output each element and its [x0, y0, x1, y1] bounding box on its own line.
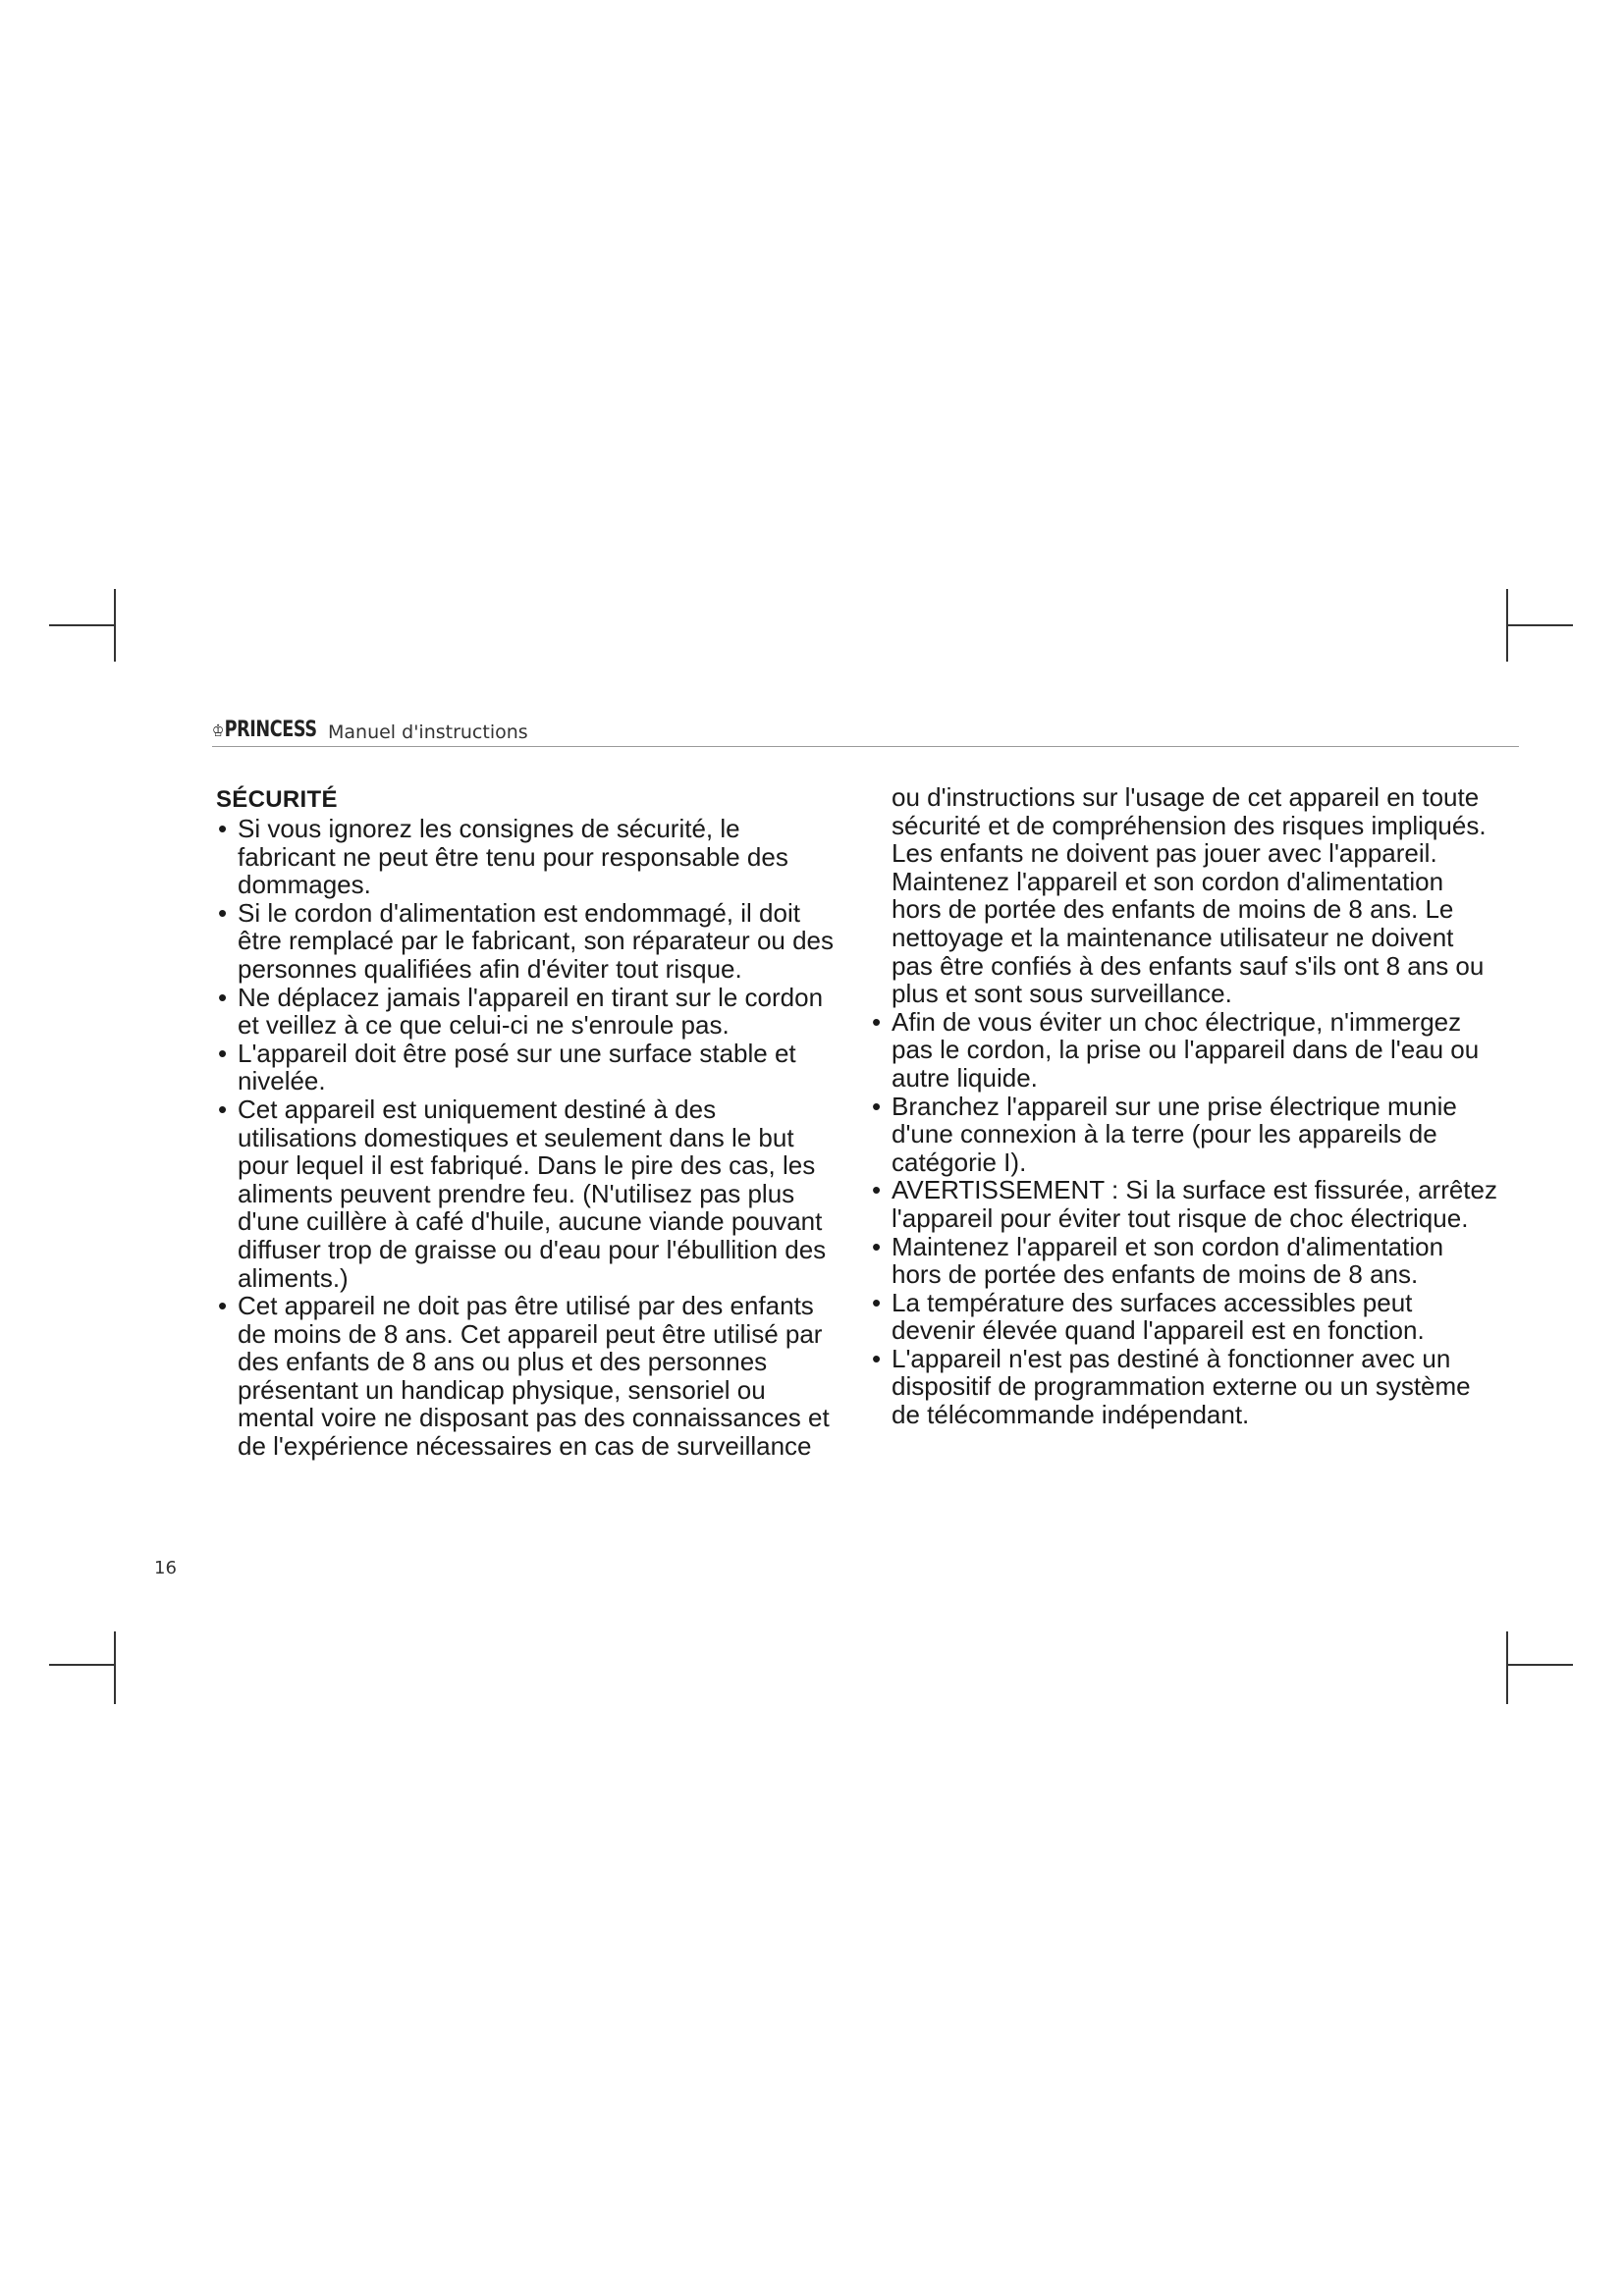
bullet-icon: • [872, 1091, 882, 1121]
crown-icon: ♔ [212, 721, 224, 741]
crop-mark [1506, 1664, 1573, 1666]
header-rule [212, 746, 1519, 747]
crop-mark [49, 624, 116, 626]
left-column [216, 783, 835, 1461]
list-item [216, 1292, 835, 1461]
list-item [870, 1176, 1498, 1232]
bullet-icon: • [872, 1231, 882, 1261]
list-item [870, 1289, 1498, 1345]
list-item [216, 1040, 835, 1095]
list-item-text: Ne déplacez jamais l'appareil en tirant sur le cordon et veillez à ce que celui-ci ne s'enroule pas. [238, 982, 824, 1041]
list-item [870, 1345, 1498, 1429]
safety-list-left [216, 815, 835, 1461]
page-number: 16 [154, 1558, 177, 1578]
bullet-icon: • [218, 982, 228, 1012]
section-title: SÉCURITÉ [216, 786, 338, 813]
bullet-icon: • [872, 1287, 882, 1317]
brand-name: PRINCESS [224, 718, 317, 742]
list-item [870, 1233, 1498, 1289]
list-item-text: Branchez l'appareil sur une prise électrique munie d'une connexion à la terre (pour les appareils de catégorie I). [892, 1091, 1457, 1177]
crop-mark [1506, 1631, 1508, 1704]
bullet-icon: • [872, 1175, 882, 1205]
bullet-icon: • [218, 1094, 228, 1124]
crop-mark [114, 1631, 116, 1704]
right-column [870, 783, 1498, 1429]
safety-list-right [870, 1008, 1498, 1429]
list-item-text: Cet appareil est uniquement destiné à des utilisations domestiques et seulement dans le but pour lequel il est fabriqué. Dans le pire des cas, les aliments peuvent prendre feu. (N'utilisez pas plus d'une cuillère à café d'huile, aucune viande pouvant diffuser trop de graisse ou d'eau pour l'ébullition des aliments.) [238, 1094, 827, 1293]
list-item-text: Si vous ignorez les consignes de sécurité, le fabricant ne peut être tenu pour responsable des dommages. [238, 814, 788, 900]
list-item [216, 899, 835, 984]
bullet-icon: • [218, 897, 228, 928]
list-item [216, 1095, 835, 1292]
bullet-icon: • [218, 1291, 228, 1321]
continued-paragraph: ou d'instructions sur l'usage de cet appareil en toute sécurité et de compréhension des risques impliqués. Les enfants ne doivent pas jouer avec l'appareil. Maintenez l'appareil et son cordon d'alimentation hors de portée des enfants de moins de 8 ans. Le nettoyage et la maintenance utilisateur ne doivent pas être confiés à des enfants sauf s'ils ont 8 ans ou plus et sont sous surveillance. [892, 782, 1487, 1009]
list-item-text: L'appareil doit être posé sur une surface stable et nivelée. [238, 1038, 796, 1096]
crop-mark [1506, 589, 1508, 662]
crop-mark [114, 589, 116, 662]
bullet-icon: • [218, 1038, 228, 1068]
list-item-text: Cet appareil ne doit pas être utilisé par des enfants de moins de 8 ans. Cet appareil peut être utilisé par des enfants de 8 ans ou plus et des personnes présentant un handicap physique, sensoriel ou mental voire ne disposant pas des connaissances et de l'expérience nécessaires en cas de surveillance [238, 1291, 830, 1462]
list-item-text: Si le cordon d'alimentation est endommagé, il doit être remplacé par le fabricant, son réparateur ou des personnes qualifiées afin d'éviter tout risque. [238, 897, 835, 984]
list-item [216, 815, 835, 899]
brand-logo [212, 718, 317, 742]
list-item-text: Maintenez l'appareil et son cordon d'alimentation hors de portée des enfants de moins de 8 ans. [892, 1231, 1444, 1290]
list-item-text: AVERTISSEMENT : Si la surface est fissurée, arrêtez l'appareil pour éviter tout risque de choc électrique. [892, 1175, 1497, 1233]
list-item [870, 1093, 1498, 1177]
list-item-text: La température des surfaces accessibles peut devenir élevée quand l'appareil est en fonction. [892, 1287, 1425, 1346]
list-item-text: L'appareil n'est pas destiné à fonctionner avec un dispositif de programmation externe ou un système de télécommande indépendant. [892, 1343, 1471, 1430]
bullet-icon: • [872, 1006, 882, 1037]
list-item-text: Afin de vous éviter un choc électrique, n'immergez pas le cordon, la prise ou l'appareil dans de l'eau ou autre liquide. [892, 1006, 1480, 1093]
crop-mark [1506, 624, 1573, 626]
list-item [216, 984, 835, 1040]
page-header [212, 711, 528, 742]
document-title: Manuel d'instructions [328, 721, 528, 743]
bullet-icon: • [872, 1343, 882, 1373]
list-item [870, 1008, 1498, 1093]
crop-mark [49, 1664, 116, 1666]
bullet-icon: • [218, 814, 228, 843]
